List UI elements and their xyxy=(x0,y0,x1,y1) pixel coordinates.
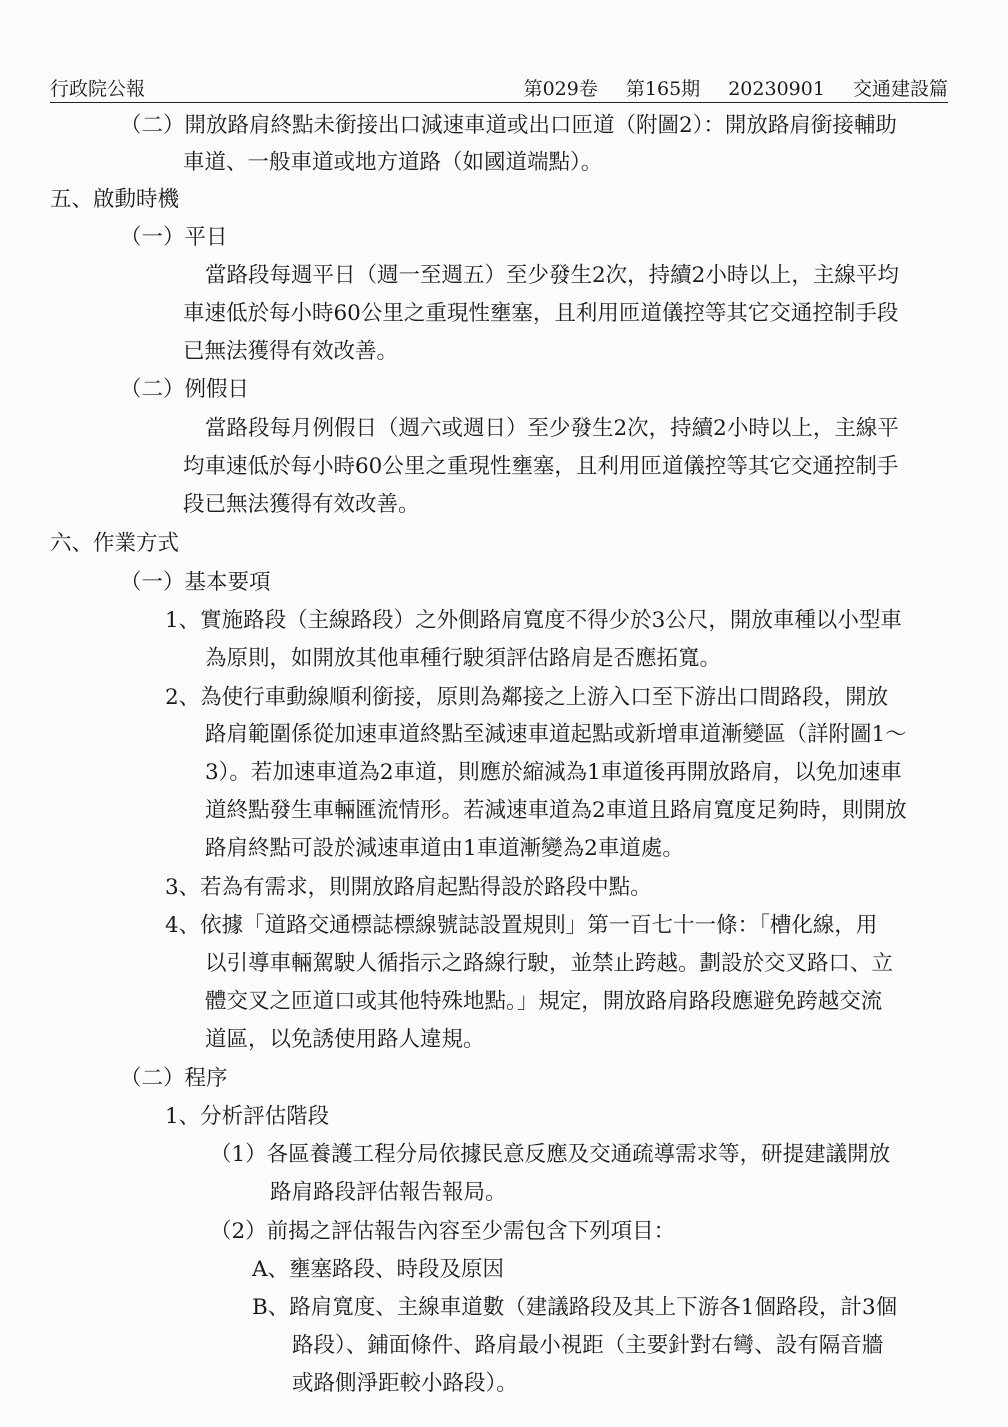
issue-number: 第165期 xyxy=(625,78,701,100)
list-item: （1）各區養護工程分局依據民意反應及交通疏導需求等，研提建議開放 xyxy=(210,1142,891,1167)
body-line: 車道、一般車道或地方道路（如國道端點）。 xyxy=(183,150,603,175)
page-header xyxy=(50,72,948,103)
body-line: （二）開放路肩終點未銜接出口減速車道或出口匝道（附圖2）：開放路肩銜接輔助 xyxy=(120,113,897,138)
list-item: 2、為使行車動線順利銜接，原則為鄰接之上游入口至下游出口間路段，開放 xyxy=(165,685,889,710)
body-line: 當路段每週平日（週一至週五）至少發生2次，持續2小時以上，主線平均 xyxy=(205,263,899,288)
body-line: 為原則，如開放其他車種行駛須評估路肩是否應拓寬。 xyxy=(205,646,722,671)
subsection-heading: （一）基本要項 xyxy=(120,570,271,595)
list-item: 4、依據「道路交通標誌標線號誌設置規則」第一百七十一條：「槽化線，用 xyxy=(165,913,878,938)
section-heading: 五、啟動時機 xyxy=(50,187,180,212)
list-item: 3、若為有需求，則開放路肩起點得設於路段中點。 xyxy=(165,875,652,900)
subsection-heading: （二）程序 xyxy=(120,1066,228,1091)
publication-title: 行政院公報 xyxy=(50,78,146,100)
publication-date: 20230901 xyxy=(728,78,825,100)
body-line: 路段）、鋪面條件、路肩最小視距（主要針對右彎、設有隔音牆 xyxy=(292,1333,884,1358)
section-heading: 六、作業方式 xyxy=(50,531,180,556)
list-item: 1、實施路段（主線路段）之外側路肩寬度不得少於3公尺，開放車種以小型車 xyxy=(165,608,902,633)
volume-number: 第029卷 xyxy=(523,78,598,100)
body-line: 3）。若加速車道為2車道，則應於縮減為1車道後再開放路肩，以免加速車 xyxy=(205,760,902,785)
section-name: 交通建設篇 xyxy=(852,78,948,100)
body-line: 段已無法獲得有效改善。 xyxy=(183,492,420,517)
list-item: A、壅塞路段、時段及原因 xyxy=(252,1257,505,1282)
body-line: 已無法獲得有效改善。 xyxy=(183,339,399,364)
list-item: B、路肩寬度、主線車道數（建議路段及其上下游各1個路段，計3個 xyxy=(252,1295,898,1320)
list-item: （2）前揭之評估報告內容至少需包含下列項目： xyxy=(210,1219,676,1244)
body-line: 道終點發生車輛匯流情形。若減速車道為2車道且路肩寬度足夠時，則開放 xyxy=(205,798,907,823)
body-line: 路肩範圍係從加速車道終點至減速車道起點或新增車道漸變區（詳附圖1～ xyxy=(205,722,907,747)
subsection-heading: （一）平日 xyxy=(120,225,228,250)
subsection-heading: （二）例假日 xyxy=(120,377,250,402)
body-line: 路肩終點可設於減速車道由1車道漸變為2車道處。 xyxy=(205,836,684,861)
body-line: 或路側淨距較小路段）。 xyxy=(292,1371,518,1396)
list-item: 1、分析評估階段 xyxy=(165,1104,330,1129)
body-line: 路肩路段評估報告報局。 xyxy=(270,1180,507,1205)
body-line: 均車速低於每小時60公里之重現性壅塞，且利用匝道儀控等其它交通控制手 xyxy=(183,454,899,479)
body-line: 當路段每月例假日（週六或週日）至少發生2次，持續2小時以上，主線平 xyxy=(205,416,899,441)
body-line: 以引導車輛駕駛人循指示之路線行駛，並禁止跨越。劃設於交叉路口、立 xyxy=(205,951,894,976)
body-line: 道區，以免誘使用路人違規。 xyxy=(205,1027,485,1052)
body-line: 體交叉之匝道口或其他特殊地點。」規定，開放路肩路段應避免跨越交流 xyxy=(205,989,883,1014)
issue-info xyxy=(524,74,948,101)
body-line: 車速低於每小時60公里之重現性壅塞，且利用匝道儀控等其它交通控制手段 xyxy=(183,301,899,326)
